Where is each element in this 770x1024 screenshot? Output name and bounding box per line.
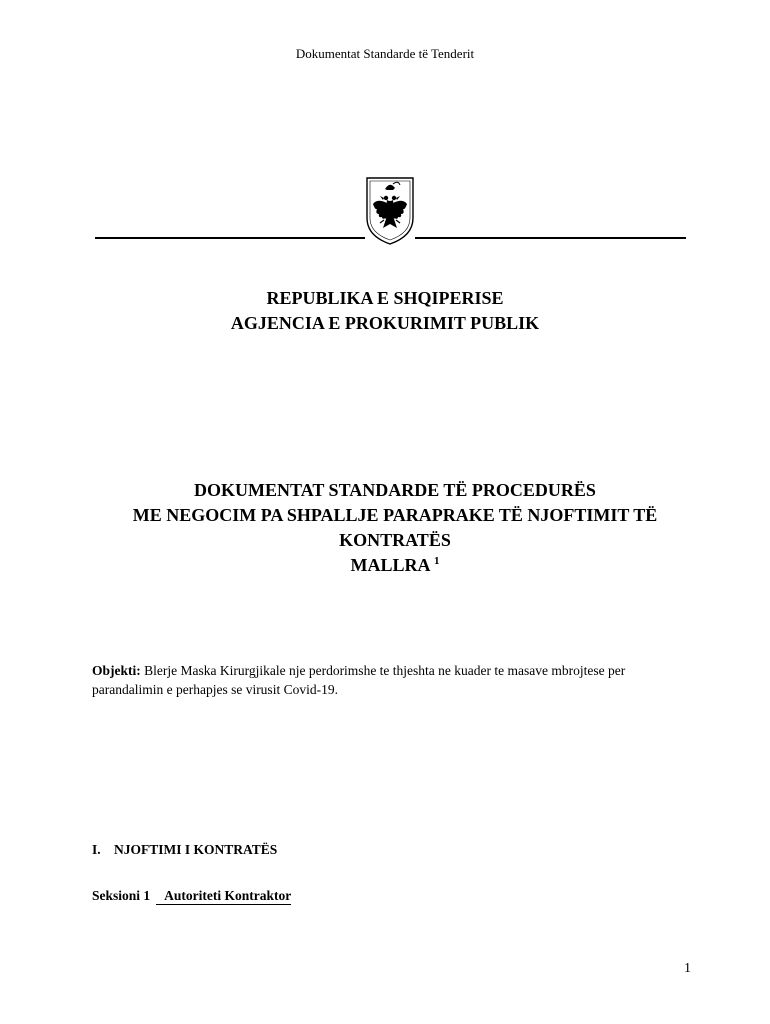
section-title: NJOFTIMI I KONTRATËS (114, 842, 278, 857)
header-rule-right (415, 237, 686, 239)
document-title-line-3: KONTRATËS (339, 530, 451, 550)
organization-line-1: REPUBLIKA E SHQIPERISE (266, 288, 504, 308)
document-title (0, 478, 770, 578)
document-category: MALLRA (350, 555, 430, 575)
objekti-label: Objekti: (92, 663, 141, 678)
organization-line-2: AGJENCIA E PROKURIMIT PUBLIK (230, 313, 540, 333)
footnote-reference[interactable]: 1 (434, 555, 440, 567)
header-rule-left (95, 237, 365, 239)
subsection-title: Autoriteti Kontraktor (156, 888, 291, 905)
document-title-line-4 (0, 553, 770, 578)
objekti-text-line-2: parandalimin e perhapjes se virusit Covid-19. (92, 682, 338, 697)
objekti-paragraph (92, 661, 702, 699)
subsection-label: Seksioni 1 (92, 888, 151, 903)
objekti-text-line-1: Blerje Maska Kirurgjikale nje perdorimshe te thjeshta ne kuader te masave mbrojtese per (140, 663, 626, 678)
document-title-line-1: DOKUMENTAT STANDARDE TË PROCEDURËS (194, 480, 596, 500)
running-header: Dokumentat Standarde të Tenderit (295, 46, 475, 61)
section-number: I. (92, 842, 101, 857)
document-title-line-2: ME NEGOCIM PA SHPALLJE PARAPRAKE TË NJOFTIMIT TË (132, 505, 658, 525)
page-number: 1 (684, 961, 691, 976)
section-heading (92, 842, 277, 858)
organization-block (0, 286, 770, 336)
albanian-eagle-emblem-icon (365, 176, 415, 246)
subsection-heading (92, 888, 291, 904)
